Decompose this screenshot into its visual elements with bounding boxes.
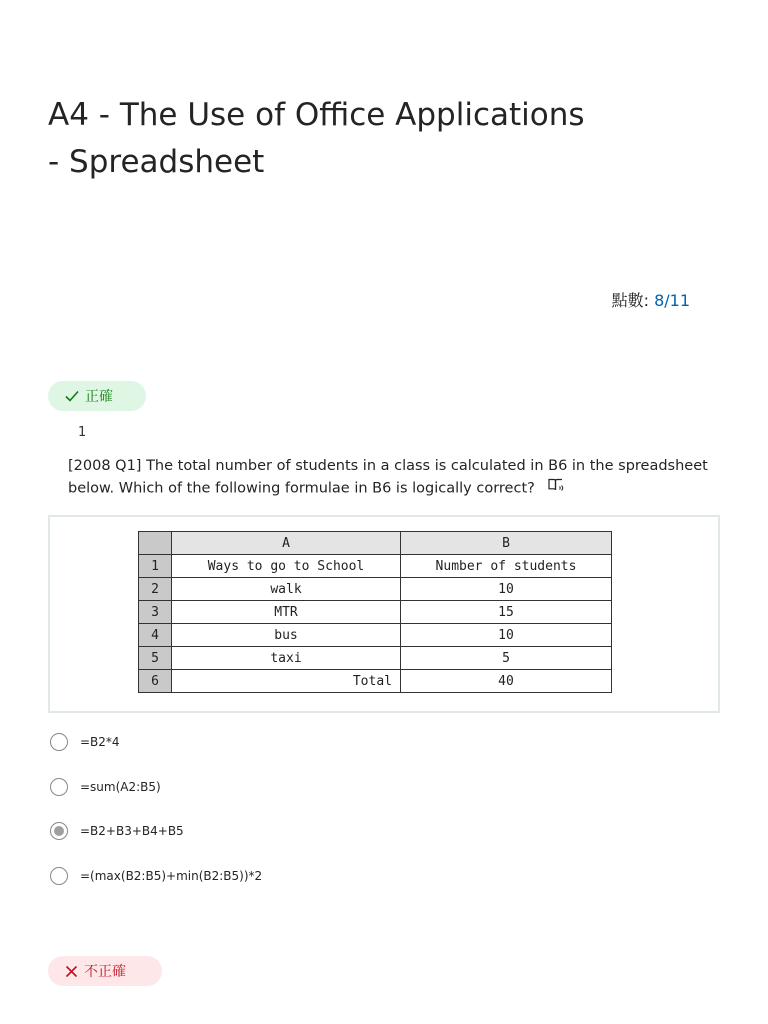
row-header: 4 (139, 624, 172, 647)
score-display (612, 288, 690, 311)
answer-option-label: =(max(B2:B5)+min(B2:B5))*2 (80, 869, 263, 883)
radio-button-selected[interactable] (50, 822, 68, 840)
answer-option-label: =sum(A2:B5) (80, 780, 161, 794)
answer-option-label: =B2*4 (80, 735, 120, 749)
spreadsheet-row (139, 578, 612, 601)
correct-badge (48, 381, 146, 411)
cell-b1: Number of students (401, 555, 612, 578)
cell-b5: 5 (401, 647, 612, 670)
question-text: [2008 Q1] The total number of students in a class is calculated in B6 in the spreadsheet below. Which of the following formulae in B6 is logically correct? (68, 458, 708, 497)
answer-option-3[interactable] (50, 822, 184, 840)
cell-a3: MTR (172, 601, 401, 624)
question-text-block (68, 456, 718, 500)
page-title (48, 92, 688, 186)
cell-a5: taxi (172, 647, 401, 670)
spreadsheet-row (139, 624, 612, 647)
page-title-line-2: - Spreadsheet (48, 144, 265, 180)
radio-button[interactable] (50, 778, 68, 796)
incorrect-badge-label: 不正確 (84, 964, 126, 980)
cell-a6: Total (172, 670, 401, 693)
radio-button[interactable] (50, 867, 68, 885)
cell-b6: 40 (401, 670, 612, 693)
immersive-reader-icon[interactable] (547, 477, 565, 500)
score-value: 8/11 (654, 291, 690, 310)
column-header-a: A (172, 532, 401, 555)
row-header: 2 (139, 578, 172, 601)
cell-a1: Ways to go to School (172, 555, 401, 578)
answer-option-1[interactable] (50, 733, 120, 751)
spreadsheet-row (139, 670, 612, 693)
question-number: 1 (78, 425, 87, 440)
correct-badge-label: 正確 (85, 389, 113, 405)
answer-option-2[interactable] (50, 778, 161, 796)
spreadsheet-header-row (139, 532, 612, 555)
spreadsheet-row (139, 601, 612, 624)
answer-option-4[interactable] (50, 867, 262, 885)
row-header: 6 (139, 670, 172, 693)
spreadsheet-row (139, 555, 612, 578)
cell-b4: 10 (401, 624, 612, 647)
row-header: 5 (139, 647, 172, 670)
spreadsheet-corner-cell (139, 532, 172, 555)
row-header: 3 (139, 601, 172, 624)
spreadsheet-row (139, 647, 612, 670)
cross-icon (65, 965, 78, 978)
cell-b2: 10 (401, 578, 612, 601)
column-header-b: B (401, 532, 612, 555)
row-header: 1 (139, 555, 172, 578)
radio-button[interactable] (50, 733, 68, 751)
question-image (48, 515, 720, 713)
checkmark-icon (65, 390, 79, 402)
cell-a2: walk (172, 578, 401, 601)
score-label: 點數: (611, 291, 649, 310)
cell-b3: 15 (401, 601, 612, 624)
spreadsheet-table (138, 531, 612, 693)
incorrect-badge (48, 956, 162, 986)
page-title-line-1: A4 - The Use of Office Applications (48, 97, 585, 133)
cell-a4: bus (172, 624, 401, 647)
answer-option-label: =B2+B3+B4+B5 (80, 824, 184, 838)
